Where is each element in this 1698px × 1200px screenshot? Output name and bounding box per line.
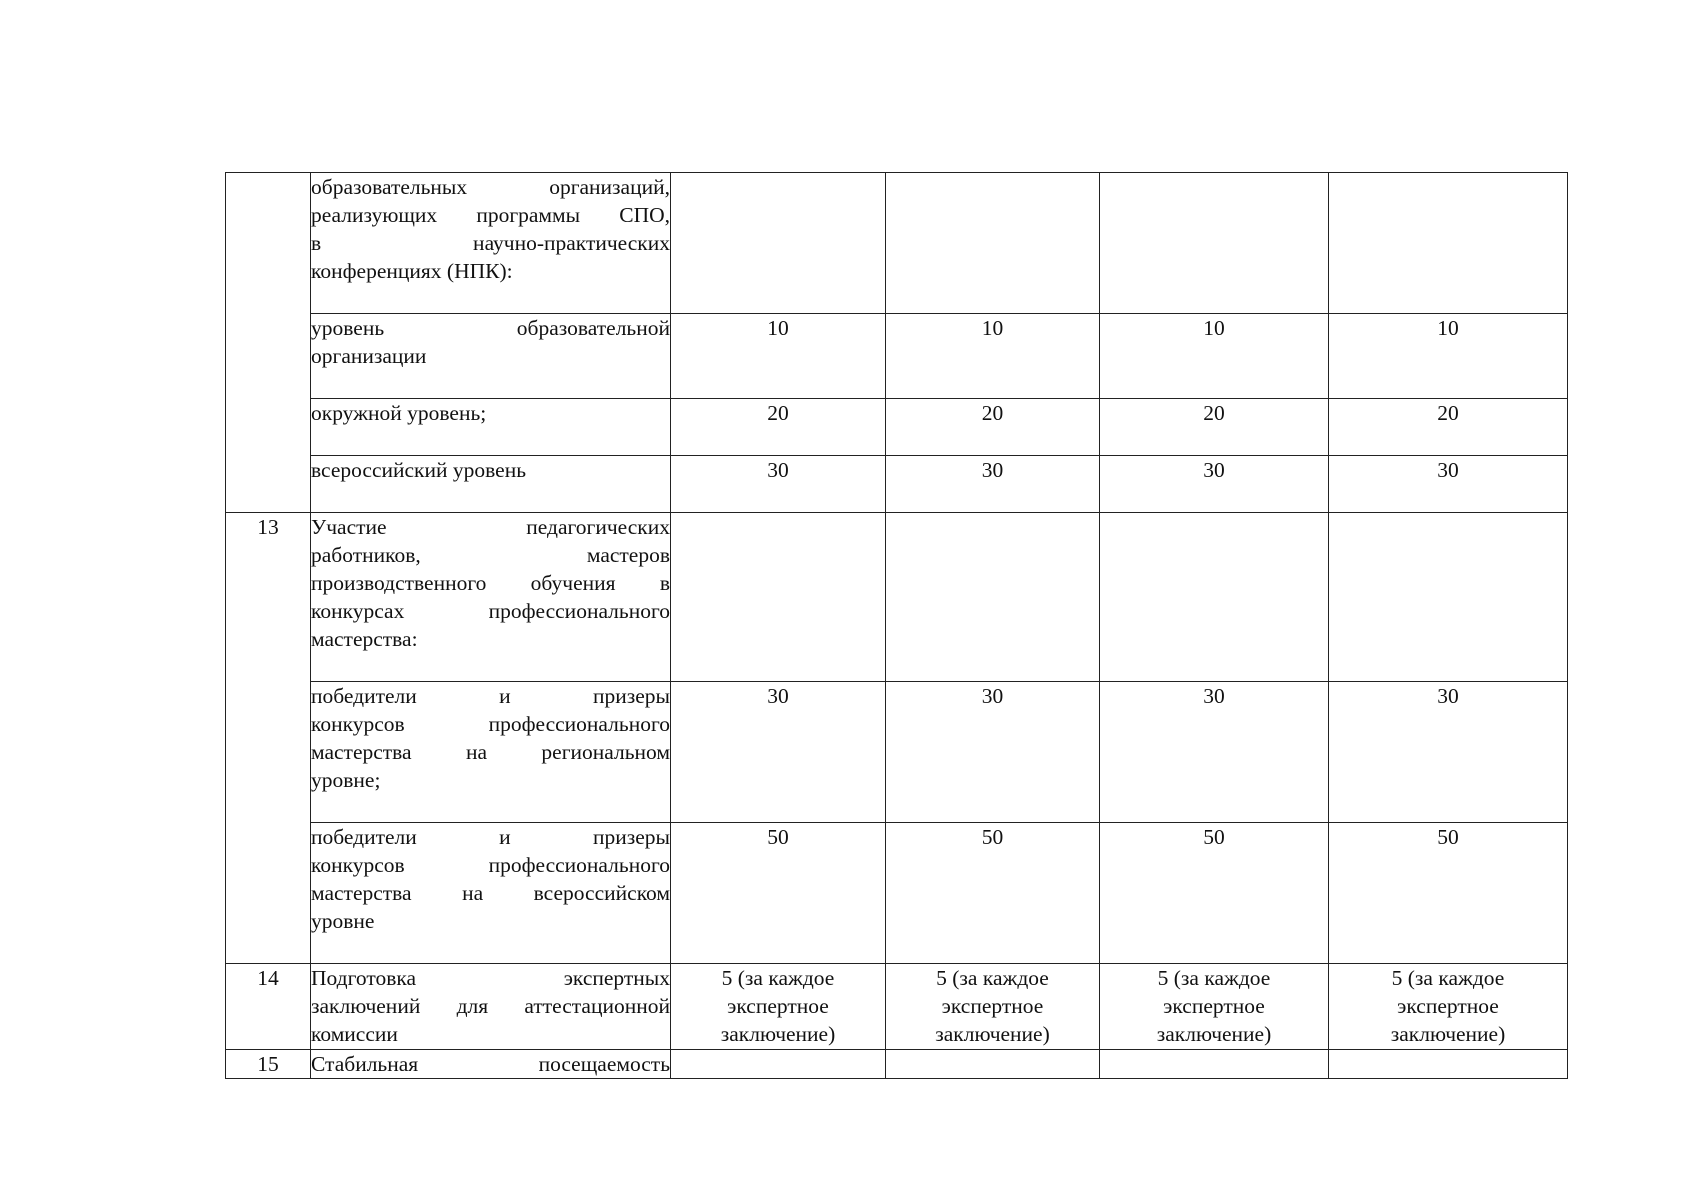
criterion-line: организации — [311, 344, 427, 368]
criterion-cell — [311, 456, 671, 513]
criterion-cell — [311, 1050, 671, 1079]
criterion-line: конкурсов профессионального — [311, 712, 670, 736]
score-cell: 20 — [886, 399, 1100, 456]
criterion-cell — [311, 823, 671, 964]
score-cell: 30 — [671, 456, 886, 513]
criterion-line: конференциях (НПК): — [311, 259, 513, 283]
score-cell — [886, 964, 1100, 1050]
score-cell: 20 — [1100, 399, 1329, 456]
criterion-line: работников, мастеров — [311, 543, 670, 567]
score-cell — [1329, 173, 1568, 314]
table-row — [226, 1050, 1568, 1079]
table-row — [226, 314, 1568, 399]
criterion-cell — [311, 314, 671, 399]
score-line: экспертное — [1163, 994, 1265, 1018]
score-cell — [886, 173, 1100, 314]
criterion-cell — [311, 513, 671, 682]
score-cell — [671, 964, 886, 1050]
score-line: 5 (за каждое — [1157, 966, 1271, 990]
score-cell — [1100, 964, 1329, 1050]
score-cell — [671, 1050, 886, 1079]
score-cell: 50 — [886, 823, 1100, 964]
criterion-line: конкурсах профессионального — [311, 599, 670, 623]
row-number-cell — [226, 173, 311, 513]
criterion-line: в научно-практических — [311, 231, 670, 255]
score-line: экспертное — [1397, 994, 1499, 1018]
criterion-line: уровне; — [311, 768, 381, 792]
criterion-line: окружной уровень; — [311, 401, 487, 425]
criterion-line: Подготовка экспертных — [311, 966, 670, 990]
criterion-line: мастерства на всероссийском — [311, 881, 670, 905]
score-cell: 10 — [1329, 314, 1568, 399]
criterion-line: реализующих программы СПО, — [311, 203, 670, 227]
score-cell — [1329, 1050, 1568, 1079]
score-line: экспертное — [941, 994, 1044, 1018]
score-cell: 10 — [886, 314, 1100, 399]
score-cell: 50 — [1100, 823, 1329, 964]
table-row — [226, 513, 1568, 682]
score-cell: 10 — [1100, 314, 1329, 399]
criterion-line: уровень образовательной — [311, 316, 670, 340]
score-cell — [1100, 173, 1329, 314]
score-line: заключение) — [935, 1022, 1050, 1046]
criterion-cell — [311, 682, 671, 823]
row-number-cell: 14 — [226, 964, 311, 1050]
score-cell: 30 — [1100, 456, 1329, 513]
criterion-line: всероссийский уровень — [311, 458, 527, 482]
criterion-line: производственного обучения в — [311, 571, 670, 595]
criterion-cell — [311, 964, 671, 1050]
score-line: 5 (за каждое — [936, 966, 1049, 990]
criterion-line: уровне — [311, 909, 375, 933]
score-cell — [886, 1050, 1100, 1079]
criterion-line: конкурсов профессионального — [311, 853, 670, 877]
table-row — [226, 173, 1568, 314]
table-row — [226, 823, 1568, 964]
score-cell — [1100, 1050, 1329, 1079]
score-line: 5 (за каждое — [1391, 966, 1505, 990]
score-cell: 10 — [671, 314, 886, 399]
criterion-line: Стабильная посещаемость — [311, 1052, 670, 1076]
score-cell: 50 — [1329, 823, 1568, 964]
table-row — [226, 399, 1568, 456]
table-row — [226, 456, 1568, 513]
score-cell: 50 — [671, 823, 886, 964]
criterion-line: победители и призеры — [311, 684, 670, 708]
score-cell: 30 — [886, 456, 1100, 513]
score-cell: 30 — [1329, 682, 1568, 823]
score-line: экспертное — [727, 994, 829, 1018]
table-row — [226, 682, 1568, 823]
score-line: 5 (за каждое — [721, 966, 835, 990]
criterion-cell — [311, 173, 671, 314]
score-cell: 30 — [1329, 456, 1568, 513]
row-number-cell: 15 — [226, 1050, 311, 1079]
row-number-cell: 13 — [226, 513, 311, 964]
criterion-line: мастерства: — [311, 627, 418, 651]
criterion-cell — [311, 399, 671, 456]
score-cell — [1100, 513, 1329, 682]
score-line: заключение) — [1156, 1022, 1272, 1046]
criterion-line: комиссии — [311, 1022, 398, 1046]
criteria-table — [225, 172, 1568, 1079]
criterion-line: победители и призеры — [311, 825, 670, 849]
score-cell — [671, 513, 886, 682]
score-line: заключение) — [720, 1022, 836, 1046]
score-cell — [886, 513, 1100, 682]
criterion-line: образовательных организаций, — [311, 175, 670, 199]
criterion-line: Участие педагогических — [311, 515, 670, 539]
score-cell — [1329, 964, 1568, 1050]
score-cell — [671, 173, 886, 314]
table-row — [226, 964, 1568, 1050]
score-cell: 30 — [1100, 682, 1329, 823]
score-cell: 20 — [671, 399, 886, 456]
score-cell — [1329, 513, 1568, 682]
score-cell: 30 — [671, 682, 886, 823]
score-line: заключение) — [1390, 1022, 1506, 1046]
score-cell: 20 — [1329, 399, 1568, 456]
score-cell: 30 — [886, 682, 1100, 823]
criterion-line: заключений для аттестационной — [311, 994, 670, 1018]
criterion-line: мастерства на региональном — [311, 740, 670, 764]
